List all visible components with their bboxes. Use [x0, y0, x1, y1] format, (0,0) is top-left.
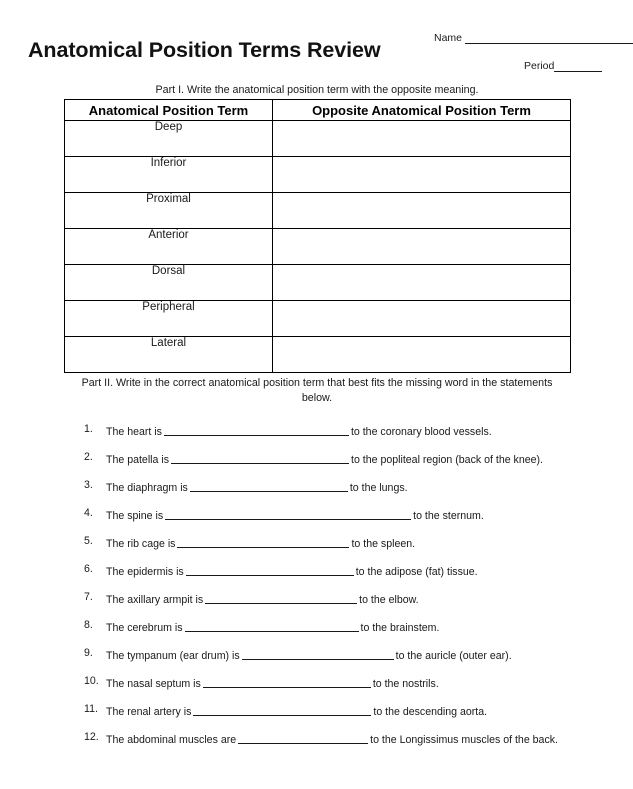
question-text — [106, 423, 492, 438]
question-item — [84, 591, 604, 619]
question-item — [84, 451, 604, 479]
term-cell: Lateral — [65, 337, 273, 373]
question-item — [84, 535, 604, 563]
question-prefix: The rib cage is — [106, 538, 176, 550]
question-item — [84, 619, 604, 647]
question-number: 9. — [84, 647, 93, 659]
answer-blank[interactable] — [203, 676, 371, 688]
opposite-term-answer-cell[interactable] — [273, 193, 571, 229]
question-number: 6. — [84, 563, 93, 575]
question-prefix: The axillary armpit is — [106, 594, 204, 606]
period-field-row — [524, 60, 602, 72]
part-2-instruction: Part II. Write in the correct anatomical position term that best fits the missing word in the statements below. — [81, 377, 553, 404]
name-label: Name — [434, 32, 463, 44]
question-item — [84, 563, 604, 591]
question-suffix: to the lungs. — [349, 482, 408, 494]
table-row — [65, 229, 571, 265]
question-suffix: to the Longissimus muscles of the back. — [370, 734, 558, 746]
question-number: 8. — [84, 619, 93, 631]
question-number: 7. — [84, 591, 93, 603]
question-number: 5. — [84, 535, 93, 547]
question-item — [84, 731, 604, 759]
question-text — [106, 703, 487, 718]
term-cell: Proximal — [65, 193, 273, 229]
question-item — [84, 423, 604, 451]
answer-blank[interactable] — [193, 704, 371, 716]
term-cell: Deep — [65, 121, 273, 157]
term-cell: Dorsal — [65, 265, 273, 301]
question-prefix: The spine is — [106, 510, 164, 522]
question-suffix: to the descending aorta. — [373, 706, 488, 718]
question-text — [106, 563, 478, 578]
question-text — [106, 507, 484, 522]
question-prefix: The patella is — [106, 454, 170, 466]
question-suffix: to the sternum. — [413, 510, 484, 522]
question-item — [84, 479, 604, 507]
question-item — [84, 675, 604, 703]
answer-blank[interactable] — [185, 620, 359, 632]
table-row — [65, 157, 571, 193]
table-body — [65, 121, 571, 373]
question-suffix: to the brainstem. — [360, 622, 440, 634]
anatomical-terms-table — [64, 99, 571, 373]
name-field-row — [434, 32, 633, 44]
question-prefix: The renal artery is — [106, 706, 192, 718]
opposite-term-answer-cell[interactable] — [273, 229, 571, 265]
question-prefix: The tympanum (ear drum) is — [106, 650, 240, 662]
question-number: 10. — [84, 675, 99, 687]
question-text — [106, 619, 439, 634]
question-text — [106, 451, 543, 466]
answer-blank[interactable] — [171, 452, 349, 464]
question-text — [106, 675, 439, 690]
opposite-term-answer-cell[interactable] — [273, 265, 571, 301]
table-row — [65, 337, 571, 373]
question-prefix: The epidermis is — [106, 566, 184, 578]
table-row — [65, 193, 571, 229]
answer-blank[interactable] — [190, 480, 348, 492]
question-text — [106, 731, 558, 746]
column-header-opposite-term: Opposite Anatomical Position Term — [273, 100, 571, 121]
answer-blank[interactable] — [186, 564, 354, 576]
period-label: Period — [524, 60, 555, 72]
opposite-term-answer-cell[interactable] — [273, 301, 571, 337]
question-number: 11. — [84, 703, 98, 715]
question-number: 4. — [84, 507, 93, 519]
worksheet-header — [0, 0, 633, 80]
opposite-term-answer-cell[interactable] — [273, 121, 571, 157]
question-item — [84, 647, 604, 675]
answer-blank[interactable] — [242, 648, 394, 660]
table-row — [65, 265, 571, 301]
table-row — [65, 121, 571, 157]
part-1-instruction: Part I. Write the anatomical position term with the opposite meaning. — [155, 84, 479, 96]
question-prefix: The heart is — [106, 426, 162, 438]
question-suffix: to the elbow. — [359, 594, 419, 606]
table-header-row — [65, 100, 571, 121]
question-prefix: The nasal septum is — [106, 678, 201, 690]
question-suffix: to the spleen. — [351, 538, 416, 550]
questions-list — [84, 423, 604, 759]
term-cell: Inferior — [65, 157, 273, 193]
question-text — [106, 479, 408, 494]
question-text — [106, 647, 512, 662]
question-text — [106, 535, 415, 550]
page-title: Anatomical Position Terms Review — [28, 38, 381, 62]
opposite-term-answer-cell[interactable] — [273, 337, 571, 373]
answer-blank[interactable] — [177, 536, 349, 548]
term-cell: Peripheral — [65, 301, 273, 337]
answer-blank[interactable] — [164, 424, 349, 436]
answer-blank[interactable] — [165, 508, 411, 520]
term-cell: Anterior — [65, 229, 273, 265]
question-number: 3. — [84, 479, 93, 491]
question-suffix: to the adipose (fat) tissue. — [355, 566, 478, 578]
question-item — [84, 703, 604, 731]
name-input-line[interactable] — [465, 33, 633, 44]
opposite-term-answer-cell[interactable] — [273, 157, 571, 193]
question-text — [106, 591, 419, 606]
question-number: 12. — [84, 731, 99, 743]
question-suffix: to the nostrils. — [372, 678, 439, 690]
question-prefix: The cerebrum is — [106, 622, 183, 634]
question-prefix: The abdominal muscles are — [106, 734, 237, 746]
question-number: 2. — [84, 451, 93, 463]
question-prefix: The diaphragm is — [106, 482, 188, 494]
answer-blank[interactable] — [238, 732, 368, 744]
table-row — [65, 301, 571, 337]
question-suffix: to the auricle (outer ear). — [395, 650, 512, 662]
question-item — [84, 507, 604, 535]
answer-blank[interactable] — [205, 592, 357, 604]
column-header-term: Anatomical Position Term — [65, 100, 273, 121]
question-suffix: to the popliteal region (back of the knee). — [351, 454, 544, 466]
question-number: 1. — [84, 423, 93, 435]
question-suffix: to the coronary blood vessels. — [350, 426, 492, 438]
period-input-line[interactable] — [554, 61, 602, 72]
